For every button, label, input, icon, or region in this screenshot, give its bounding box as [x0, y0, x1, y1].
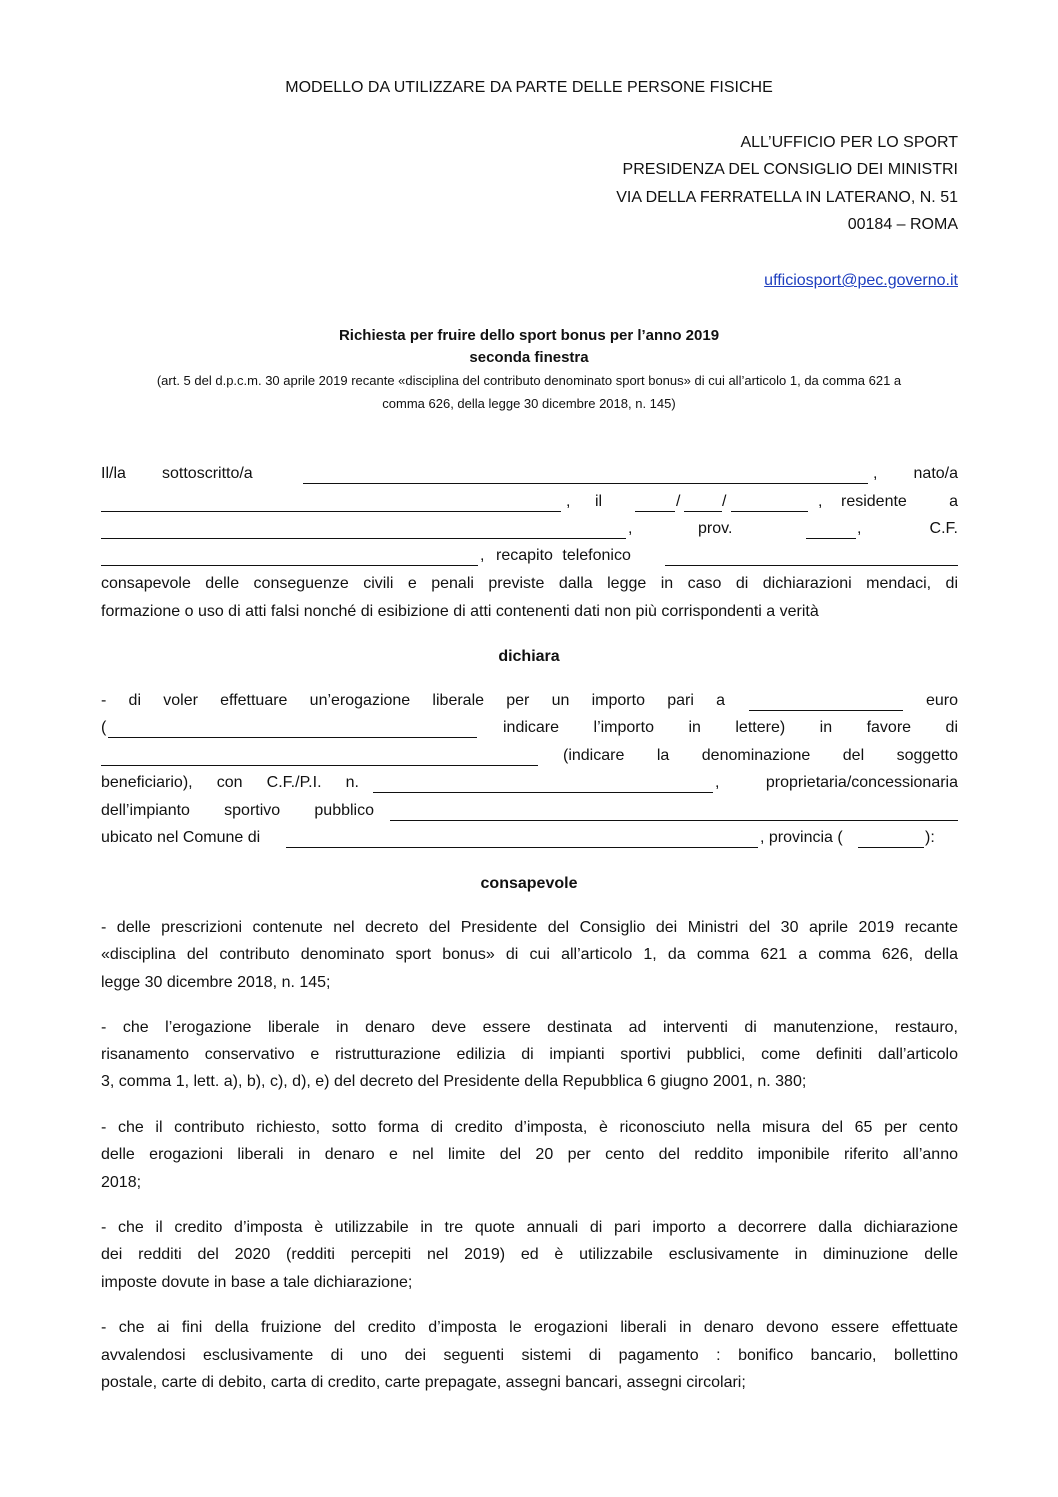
consapevole-heading: consapevole	[480, 875, 578, 892]
residence-field-line[interactable]	[101, 538, 626, 539]
list-item-2-line-2: risanamento conservativo e ristrutturazione edilizia di impianti sportivi pubblici, come definiti dall’articolo	[101, 1046, 958, 1063]
request-reference-line-1: (art. 5 del d.p.c.m. 30 aprile 2019 recante «disciplina del contributo denominato sport bonus» di cui all’articolo 1, da comma 621 a	[156, 373, 902, 388]
decl-close: ):	[925, 829, 935, 846]
label-il: il	[595, 493, 603, 510]
recipient-line-1: ALL’UFFICIO PER LO SPORT	[740, 134, 958, 151]
label-a: a	[949, 493, 958, 510]
list-item-5-line-2: avvalendosi esclusivamente di uno dei seguenti sistemi di pagamento : bonifico bancario, bollettino	[101, 1347, 958, 1364]
phone-field-line[interactable]	[665, 565, 958, 566]
slash-1: /	[676, 493, 681, 510]
decl-open-paren: (	[101, 719, 107, 736]
decl-euro: euro	[925, 692, 958, 709]
decl-line-2-text: indicare l’importo in lettere) in favore di	[503, 719, 958, 736]
request-subtitle: seconda finestra	[469, 349, 589, 366]
label-residente: residente	[841, 493, 907, 510]
list-item-1-line-1: - delle prescrizioni contenute nel decreto del Presidente del Consiglio dei Ministri del 30 aprile 2019 recante	[101, 919, 958, 936]
birth-year-field-line[interactable]	[731, 511, 808, 512]
list-item-2-line-1: - che l’erogazione liberale in denaro deve essere destinata ad interventi di manutenzione, restauro,	[101, 1019, 958, 1036]
decl-line-4-text: beneficiario), con C.F./P.I. n.	[101, 774, 359, 791]
list-item-2-line-3: 3, comma 1, lett. a), b), c), d), e) del decreto del Presidente della Repubblica 6 giugno 2001, n. 380;	[101, 1073, 807, 1090]
comma-6: ,	[480, 547, 485, 564]
decl-line-1-text: - di voler effettuare un’erogazione liberale per un importo pari a	[101, 692, 725, 709]
request-title: Richiesta per fruire dello sport bonus per l’anno 2019	[338, 327, 720, 344]
decl-line-5-text: dell’impianto sportivo pubblico	[101, 802, 374, 819]
label-il-la: Il/la	[101, 465, 126, 482]
beneficiary-field-line[interactable]	[101, 765, 538, 766]
list-item-3-line-2: delle erogazioni liberali in denaro e nel limite del 20 per cento del reddito imponibile riferito all’anno	[101, 1146, 958, 1163]
slash-2: /	[722, 493, 727, 510]
recipient-line-3: VIA DELLA FERRATELLA IN LATERANO, N. 51	[616, 189, 958, 206]
comma-2: ,	[566, 493, 571, 510]
list-item-4-line-1: - che il credito d’imposta è utilizzabile in tre quote annuali di pari importo a decorrere dalla dichiarazione	[101, 1219, 958, 1236]
header-title: MODELLO DA UTILIZZARE DA PARTE DELLE PERSONE FISICHE	[285, 79, 773, 96]
list-item-5-line-3: postale, carte di debito, carta di credito, carte prepagate, assegni bancari, assegni circolari;	[101, 1374, 746, 1391]
fiscal-code-field-line[interactable]	[101, 565, 478, 566]
birth-day-field-line[interactable]	[635, 511, 675, 512]
label-prov: prov.	[698, 520, 733, 537]
birthplace-field-line[interactable]	[101, 511, 561, 512]
recipient-line-2: PRESIDENZA DEL CONSIGLIO DEI MINISTRI	[622, 161, 958, 178]
amount-words-field-line[interactable]	[108, 737, 477, 738]
comma-4: ,	[628, 520, 633, 537]
label-sottoscritto: sottoscritto/a	[162, 465, 253, 482]
facility-field-line[interactable]	[390, 820, 958, 821]
request-reference-line-2: comma 626, della legge 30 dicembre 2018, n. 145)	[382, 396, 676, 411]
decl-provincia: , provincia (	[760, 829, 843, 846]
decl-line-6-text: ubicato nel Comune di	[101, 829, 261, 846]
label-recapito: recapito telefonico	[496, 547, 631, 564]
label-nato: nato/a	[913, 465, 958, 482]
comma-3: ,	[818, 493, 823, 510]
province-field-line[interactable]	[806, 538, 856, 539]
list-item-1-line-2: «disciplina del contributo denominato sport bonus» di cui all’articolo 1, da comma 621 a comma 626, della	[101, 946, 958, 963]
dichiara-heading: dichiara	[498, 648, 560, 665]
facility-province-field-line[interactable]	[858, 847, 924, 848]
name-field-line[interactable]	[303, 483, 868, 484]
decl-line-3-text: (indicare la denominazione del soggetto	[563, 747, 958, 764]
comma-5: ,	[857, 520, 862, 537]
list-item-4-line-3: imposte dovute in base a tale dichiarazione;	[101, 1274, 413, 1291]
comma-1: ,	[873, 465, 878, 482]
decl-line-4-end: , proprietaria/concessionaria	[715, 774, 958, 791]
label-cf: C.F.	[929, 520, 958, 537]
awareness-line-2: formazione o uso di atti falsi nonché di esibizione di atti contenenti dati non più corrispondenti a verità	[101, 603, 819, 620]
vat-number-field-line[interactable]	[373, 792, 713, 793]
municipality-field-line[interactable]	[286, 847, 758, 848]
list-item-3-line-3: 2018;	[101, 1174, 142, 1191]
list-item-1-line-3: legge 30 dicembre 2018, n. 145;	[101, 974, 331, 991]
recipient-email-link[interactable]: ufficiosport@pec.governo.it	[764, 272, 958, 289]
recipient-line-4: 00184 – ROMA	[847, 216, 958, 233]
list-item-5-line-1: - che ai fini della fruizione del credito d’imposta le erogazioni liberali in denaro devono essere effettuate	[101, 1319, 958, 1336]
awareness-line-1: consapevole delle conseguenze civili e penali previste dalla legge in caso di dichiarazioni mendaci, di	[101, 575, 958, 592]
list-item-3-line-1: - che il contributo richiesto, sotto forma di credito d’imposta, è riconosciuto nella misura del 65 per cento	[101, 1119, 958, 1136]
list-item-4-line-2: dei redditi del 2020 (redditi percepiti nel 2019) ed è utilizzabile esclusivamente in diminuzione delle	[101, 1246, 958, 1263]
birth-month-field-line[interactable]	[684, 511, 722, 512]
amount-field-line[interactable]	[749, 710, 903, 711]
